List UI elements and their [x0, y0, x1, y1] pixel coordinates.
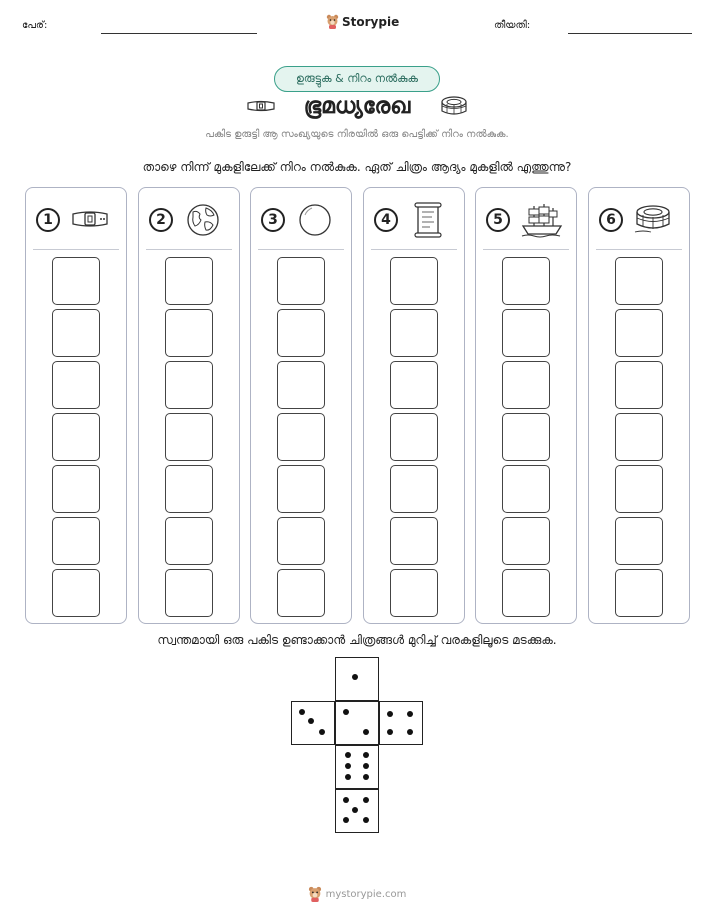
color-box[interactable] — [277, 517, 325, 565]
column-header — [251, 202, 351, 238]
color-box[interactable] — [277, 569, 325, 617]
color-box[interactable] — [165, 309, 213, 357]
color-box[interactable] — [502, 361, 550, 409]
column-header — [476, 202, 576, 238]
die-pip — [407, 729, 413, 735]
die-pip — [407, 711, 413, 717]
die-pip — [363, 797, 369, 803]
name-line[interactable] — [101, 33, 257, 34]
die-face-6 — [335, 745, 379, 789]
column-number: 2 — [149, 208, 173, 232]
color-box[interactable] — [165, 361, 213, 409]
column-number: 4 — [374, 208, 398, 232]
column-divider — [33, 249, 119, 250]
column-1 — [25, 187, 127, 624]
die-pip — [343, 797, 349, 803]
bear-mascot-icon — [308, 886, 322, 902]
color-box[interactable] — [277, 465, 325, 513]
footer-website[interactable]: mystorypie.com — [325, 888, 407, 900]
color-box[interactable] — [52, 413, 100, 461]
color-box[interactable] — [52, 257, 100, 305]
color-box[interactable] — [277, 413, 325, 461]
name-label: പേര്: — [22, 20, 48, 31]
color-box[interactable] — [390, 257, 438, 305]
color-box[interactable] — [52, 569, 100, 617]
die-pip — [345, 763, 351, 769]
cut-instruction: സ്വന്തമായി ഒരു പകിട ഉണ്ടാക്കാൻ ചിത്രങ്ങൾ മുറിച്ച് വരകളിലൂടെ മടക്കുക. — [157, 633, 557, 647]
die-pip — [363, 774, 369, 780]
die-pip — [319, 729, 325, 735]
color-box[interactable] — [52, 517, 100, 565]
color-box[interactable] — [277, 361, 325, 409]
column-3 — [250, 187, 352, 624]
color-box[interactable] — [615, 413, 663, 461]
brand-name: Storypie — [342, 14, 400, 29]
column-number: 1 — [36, 208, 60, 232]
color-box[interactable] — [615, 465, 663, 513]
die-face-1 — [335, 657, 379, 701]
die-pip — [345, 752, 351, 758]
die-pip — [352, 674, 358, 680]
die-pip — [363, 752, 369, 758]
color-box[interactable] — [277, 257, 325, 305]
bear-mascot-icon — [326, 14, 339, 29]
column-header — [26, 202, 126, 238]
color-box[interactable] — [390, 361, 438, 409]
color-box[interactable] — [615, 569, 663, 617]
die-pip — [343, 817, 349, 823]
globe-icon — [183, 202, 223, 238]
die-face-2 — [335, 701, 379, 745]
color-box[interactable] — [502, 569, 550, 617]
column-number: 3 — [261, 208, 285, 232]
column-2 — [138, 187, 240, 624]
die-pip — [299, 709, 305, 715]
color-box[interactable] — [52, 309, 100, 357]
column-divider — [596, 249, 682, 250]
color-box[interactable] — [52, 361, 100, 409]
die-pip — [345, 774, 351, 780]
die-pip — [387, 711, 393, 717]
column-4 — [363, 187, 465, 624]
page-title: ഭൂമധ്യരേഖ — [303, 94, 411, 119]
scroll-map-icon — [408, 202, 448, 238]
color-box[interactable] — [502, 413, 550, 461]
date-label: തീയതി: — [494, 20, 531, 31]
column-header — [589, 202, 689, 238]
color-box[interactable] — [165, 413, 213, 461]
instruction-text: താഴെ നിന്ന് മുകളിലേക്ക് നിറം നൽകുക. ഏത് ചിത്രം ആദ്യം മുകളിൽ എത്തുന്നു? — [142, 160, 572, 174]
color-box[interactable] — [502, 257, 550, 305]
die-pip — [363, 763, 369, 769]
stone-well-icon — [633, 202, 673, 238]
column-divider — [483, 249, 569, 250]
column-5 — [475, 187, 577, 624]
die-pip — [387, 729, 393, 735]
color-box[interactable] — [390, 413, 438, 461]
belt-icon — [70, 202, 110, 238]
column-divider — [146, 249, 232, 250]
column-header — [364, 202, 464, 238]
color-box[interactable] — [615, 361, 663, 409]
column-6 — [588, 187, 690, 624]
color-box[interactable] — [502, 517, 550, 565]
color-box[interactable] — [277, 309, 325, 357]
die-pip — [352, 807, 358, 813]
die-face-3 — [291, 701, 335, 745]
color-box[interactable] — [390, 569, 438, 617]
brand-logo — [326, 14, 399, 29]
color-box[interactable] — [165, 517, 213, 565]
subtitle: പകിട ഉരുട്ടി ആ സംഖ്യയുടെ നിരയിൽ ഒരു പെട്ടിക്ക് നിറം നൽകുക. — [205, 129, 509, 140]
color-box[interactable] — [615, 309, 663, 357]
color-box[interactable] — [52, 465, 100, 513]
column-number: 5 — [486, 208, 510, 232]
footer — [0, 886, 714, 902]
color-box[interactable] — [165, 465, 213, 513]
column-header — [139, 202, 239, 238]
color-box[interactable] — [615, 517, 663, 565]
color-box[interactable] — [165, 569, 213, 617]
die-pip — [363, 729, 369, 735]
color-box[interactable] — [502, 465, 550, 513]
color-box[interactable] — [390, 309, 438, 357]
die-face-5 — [335, 789, 379, 833]
die-pip — [308, 718, 314, 724]
die-pip — [343, 709, 349, 715]
column-divider — [258, 249, 344, 250]
activity-badge: ഉരുട്ടുക & നിറം നൽകുക — [274, 66, 440, 92]
column-divider — [371, 249, 457, 250]
color-box[interactable] — [390, 465, 438, 513]
color-box[interactable] — [615, 257, 663, 305]
ship-icon — [520, 202, 564, 238]
date-line[interactable] — [568, 33, 692, 34]
circle-icon — [295, 202, 335, 238]
die-face-4 — [379, 701, 423, 745]
color-box[interactable] — [502, 309, 550, 357]
stone-well-icon — [439, 95, 469, 119]
die-pip — [363, 817, 369, 823]
column-number: 6 — [599, 208, 623, 232]
color-box[interactable] — [165, 257, 213, 305]
color-box[interactable] — [390, 517, 438, 565]
